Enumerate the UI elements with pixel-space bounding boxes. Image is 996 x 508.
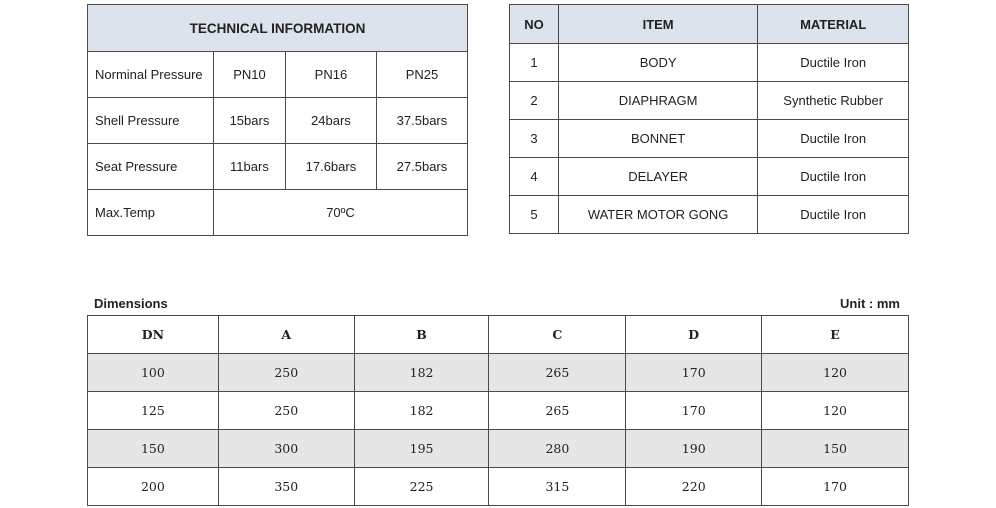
part-item: BONNET [558,120,757,158]
dim-cell: 220 [626,468,762,506]
dim-header: E [762,316,909,354]
dimensions-table [87,315,909,506]
parts-header-no: NO [510,5,559,44]
parts-row [510,44,909,82]
dim-header: A [218,316,354,354]
dim-cell: 170 [762,468,909,506]
dim-cell: 195 [354,430,489,468]
parts-material-table [509,4,909,234]
part-number: 2 [510,82,559,120]
dimensions-unit: Unit : mm [840,296,900,311]
parts-header-item: ITEM [558,5,757,44]
tech-value: PN25 [376,52,467,98]
part-number: 3 [510,120,559,158]
part-item: BODY [558,44,757,82]
tech-value: 27.5bars [376,144,467,190]
tech-title: TECHNICAL INFORMATION [88,5,468,52]
dim-cell: 170 [626,392,762,430]
dim-cell: 150 [762,430,909,468]
dimensions-header-row [88,316,909,354]
part-material: Synthetic Rubber [758,82,909,120]
tech-value: 37.5bars [376,98,467,144]
tech-row-seat-pressure [88,144,468,190]
tech-label: Norminal Pressure [88,52,214,98]
dimensions-row [88,468,909,506]
dim-cell: 150 [88,430,219,468]
dim-cell: 182 [354,354,489,392]
dim-cell: 182 [354,392,489,430]
tech-label: Shell Pressure [88,98,214,144]
dimensions-row [88,392,909,430]
dim-cell: 350 [218,468,354,506]
part-item: DIAPHRAGM [558,82,757,120]
dim-cell: 120 [762,354,909,392]
dim-cell: 170 [626,354,762,392]
dim-cell: 120 [762,392,909,430]
tech-row-max-temp [88,190,468,236]
parts-header-row [510,5,909,44]
part-item: DELAYER [558,158,757,196]
part-number: 5 [510,196,559,234]
tech-value: 70ºC [214,190,468,236]
tech-value: 24bars [285,98,376,144]
dim-cell: 300 [218,430,354,468]
tech-row-shell-pressure [88,98,468,144]
dim-header: DN [88,316,219,354]
parts-row [510,158,909,196]
tech-label: Seat Pressure [88,144,214,190]
dim-cell: 315 [489,468,626,506]
tech-value: PN10 [214,52,286,98]
tech-value: 11bars [214,144,286,190]
dim-header: C [489,316,626,354]
dim-cell: 265 [489,354,626,392]
dim-header: B [354,316,489,354]
dim-cell: 200 [88,468,219,506]
part-material: Ductile Iron [758,44,909,82]
dim-cell: 225 [354,468,489,506]
tech-row-nominal-pressure [88,52,468,98]
dimensions-row [88,430,909,468]
dim-cell: 250 [218,392,354,430]
parts-header-material: MATERIAL [758,5,909,44]
parts-row [510,120,909,158]
tech-header-row [88,5,468,52]
dim-cell: 265 [489,392,626,430]
tech-label: Max.Temp [88,190,214,236]
dimensions-title: Dimensions [94,296,168,311]
tech-value: PN16 [285,52,376,98]
dim-cell: 190 [626,430,762,468]
tech-value: 17.6bars [285,144,376,190]
dim-cell: 280 [489,430,626,468]
part-material: Ductile Iron [758,120,909,158]
part-item: WATER MOTOR GONG [558,196,757,234]
dim-header: D [626,316,762,354]
part-material: Ductile Iron [758,196,909,234]
dimensions-row [88,354,909,392]
part-number: 4 [510,158,559,196]
part-material: Ductile Iron [758,158,909,196]
dim-cell: 125 [88,392,219,430]
dim-cell: 250 [218,354,354,392]
part-number: 1 [510,44,559,82]
parts-row [510,82,909,120]
tech-value: 15bars [214,98,286,144]
parts-row [510,196,909,234]
technical-information-table [87,4,468,236]
dim-cell: 100 [88,354,219,392]
